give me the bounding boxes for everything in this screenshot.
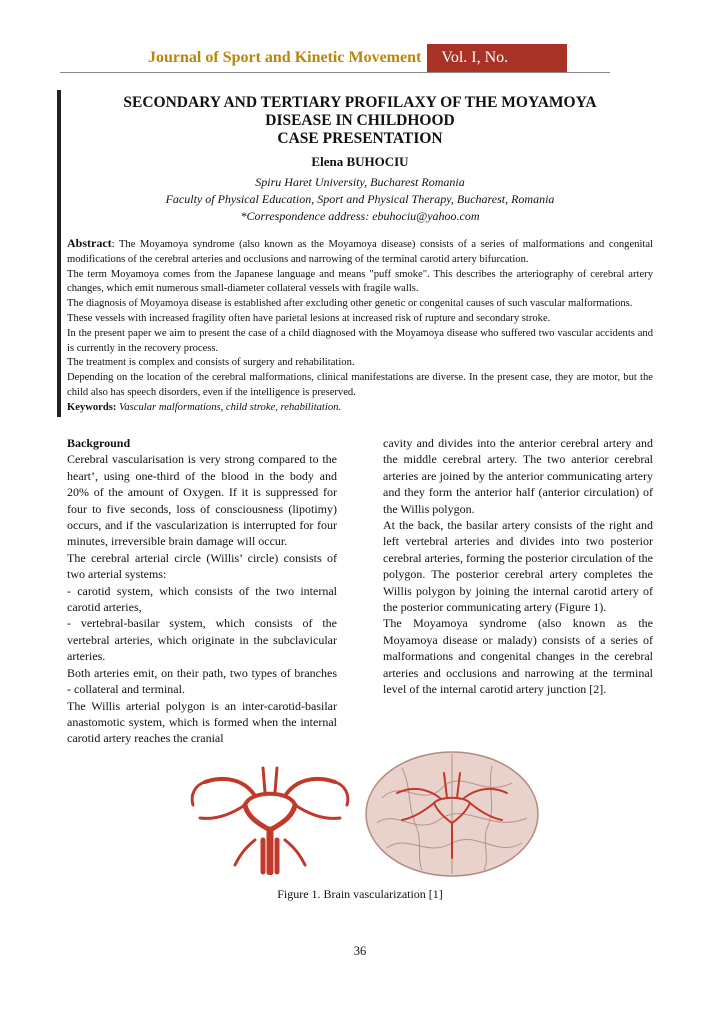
paper-title-line-3: CASE PRESENTATION	[277, 130, 443, 147]
abstract-paragraph: The treatment is complex and consists of surgery and rehabilitation.	[67, 357, 355, 369]
affiliation-faculty: Faculty of Physical Education, Sport and Physical Therapy, Bucharest, Romania	[165, 192, 555, 206]
page-number: 36	[353, 944, 367, 958]
abstract-text: : The Moyamoya syndrome (also known as the Moyamoya disease) consists of a series of malformations and congenital modifications of the cerebral arteries and occlusions and narrowing of the terminal carotid artery bifurcation.	[67, 239, 653, 265]
abstract-paragraph: Depending on the location of the cerebral malformations, clinical manifestations are diverse. In the present case, they are motor, but the child also has speech disorders, even if the intelligence is preserved.	[67, 372, 653, 398]
section-heading-background: Background	[67, 436, 131, 450]
paper-title-line-1: SECONDARY AND TERTIARY PROFILAXY OF THE MOYAMOYA	[123, 94, 597, 111]
abstract-paragraph: In the present paper we aim to present the case of a child diagnosed with the Moyamoya disease who suffered two vascular accidents and is currently in the recovery process.	[67, 327, 653, 354]
author-name: Elena BUHOCIU	[311, 154, 409, 169]
abstract-paragraph: The term Moyamoya comes from the Japanese language and means "puff smoke". This describes the arteriography of cerebral artery changes, which emit numerous small-diameter collateral vessels with fragile walls.	[67, 268, 653, 295]
abstract-paragraph: The diagnosis of Moyamoya disease is established after excluding other genetic or congenital causes of such vascular malformations.	[67, 298, 633, 310]
body-column-left	[67, 435, 337, 747]
sidebar-accent-bar	[57, 90, 61, 417]
journal-header	[148, 44, 567, 94]
paper-title-line-2: DISEASE IN CHILDHOOD	[265, 112, 455, 129]
keywords-text: Vascular malformations, child stroke, rehabilitation.	[119, 401, 342, 413]
body-column-right	[383, 435, 653, 698]
journal-name: Journal of Sport and Kinetic Movement	[148, 49, 422, 66]
affiliation-university: Spiru Haret University, Bucharest Romania	[255, 175, 465, 189]
abstract	[67, 236, 653, 416]
body-paragraph: The cerebral arterial circle (Willis’ circle) consists of two arterial systems:	[67, 550, 337, 582]
figure-caption: Figure 1. Brain vascularization [1]	[277, 887, 443, 901]
abstract-paragraph: These vessels with increased fragility often have parietal lesions at increased risk of rupture and secondary stroke.	[67, 312, 551, 324]
abstract-label: Abstract	[67, 236, 112, 250]
body-paragraph: cavity and divides into the anterior cerebral artery and the middle cerebral artery. The two anterior cerebral arteries are joined by the anterior communicating artery and they form the anterior half (anterior circulation) of the Willis polygon.	[383, 436, 653, 516]
body-paragraph: The Willis arterial polygon is an inter-carotid-basilar anastomotic system, which is formed when the internal carotid artery reaches the cranial	[67, 698, 337, 746]
keywords-label: Keywords:	[67, 401, 117, 413]
abstract-paragraph	[67, 236, 653, 268]
title-block	[66, 94, 654, 225]
correspondence-address: *Correspondence address: ebuhociu@yahoo.com	[240, 209, 480, 223]
keywords	[67, 401, 653, 416]
body-paragraph: The Moyamoya syndrome (also known as the Moyamoya disease or malady) consists of a series of malformations and congenital changes in the cerebral arteries and occlusions and narrowing at the terminal level of the internal carotid artery junction [2].	[383, 616, 653, 697]
body-paragraph: - carotid system, which consists of the two internal carotid arteries,	[67, 583, 337, 615]
body-paragraph: Cerebral vascularisation is very strong compared to the heart’, using one-third of the blood in the body and 20% of the amount of Oxygen. If it is suppressed for four to five seconds, loss of consciousness (lipotimy) occurs, and if the vascularization is interrupted for four minutes, irreversible brain damage will occur.	[67, 452, 337, 549]
header-divider	[60, 72, 610, 73]
willis-circle-illustration	[185, 760, 355, 875]
body-paragraph: At the back, the basilar artery consists of the right and left vertebral arteries and divides into two posterior cerebral arteries, forming the posterior circulation of the polygon. The posterior cerebral artery completes the Willis polygon by joining the internal carotid artery of the posterior communicating artery (Figure 1).	[383, 518, 653, 615]
volume-badge: Vol. I, No. 31/2018	[427, 44, 567, 72]
brain-vascularization-image	[362, 748, 542, 880]
body-paragraph: Both arteries emit, on their path, two types of branches - collateral and terminal.	[67, 665, 337, 697]
body-paragraph: - vertebral-basilar system, which consists of the vertebral arteries, which originate in the subclavicular arteries.	[67, 616, 337, 664]
